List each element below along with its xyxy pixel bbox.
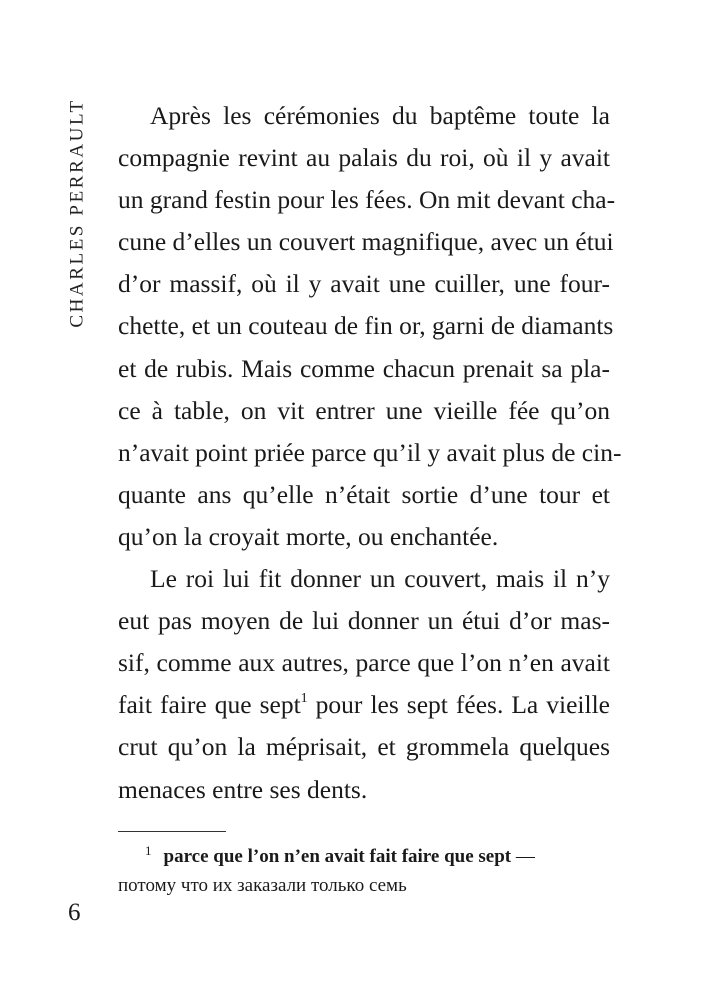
text-line: chette, et un couteau de fin or, garni de diamants bbox=[118, 311, 614, 341]
page-number: 6 bbox=[68, 899, 81, 926]
text-line-with-footnote bbox=[118, 684, 610, 726]
text-fragment: pour les sept fées. La vieille bbox=[307, 690, 610, 720]
footnote bbox=[118, 842, 610, 900]
footnote-number: 1 bbox=[145, 843, 152, 858]
footnote-line bbox=[118, 842, 610, 871]
text-line: cune d’elles un couvert magnifique, avec un étui bbox=[118, 227, 614, 257]
running-head bbox=[58, 97, 98, 328]
footnote-separator bbox=[118, 831, 226, 832]
footnote-phrase: parce que l’on n’en avait fait faire que sept bbox=[163, 846, 512, 867]
footnote-marker: 1 bbox=[300, 691, 308, 707]
footnote-translation: потому что их заказали только семь bbox=[118, 875, 407, 896]
running-head-text: CHARLES PERRAULT bbox=[67, 97, 89, 328]
text-line: crut qu’on la méprisait, et grommela quelques bbox=[118, 732, 610, 762]
text-line: compagnie revint au palais du roi, où il y avait bbox=[118, 143, 610, 173]
text-line: n’avait point priée parce qu’il y avait plus de cin- bbox=[118, 437, 622, 467]
text-line: et de rubis. Mais comme chacun prenait sa pla- bbox=[118, 353, 610, 383]
text-line: qu’on la croyait morte, ou enchantée. bbox=[118, 521, 499, 551]
body-text bbox=[118, 95, 622, 811]
text-line: eut pas moyen de lui donner un étui d’or mas- bbox=[118, 606, 610, 636]
text-line: Le roi lui fit donner un couvert, mais il n’y bbox=[150, 564, 610, 594]
text-line: d’or massif, où il y avait une cuiller, une four- bbox=[118, 269, 610, 299]
footnote-dash: — bbox=[511, 846, 535, 867]
text-line: quante ans qu’elle n’était sortie d’une tour et bbox=[118, 479, 610, 509]
text-line: sif, comme aux autres, parce que l’on n’en avait bbox=[118, 648, 610, 678]
text-line: un grand festin pour les fées. On mit devant cha- bbox=[118, 185, 616, 215]
text-fragment: fait faire que sept bbox=[118, 690, 301, 720]
text-line: menaces entre ses dents. bbox=[118, 774, 368, 804]
text-line: ce à table, on vit entrer une vieille fée qu’on bbox=[118, 395, 610, 425]
text-line: Après les cérémonies du baptême toute la bbox=[150, 101, 610, 130]
